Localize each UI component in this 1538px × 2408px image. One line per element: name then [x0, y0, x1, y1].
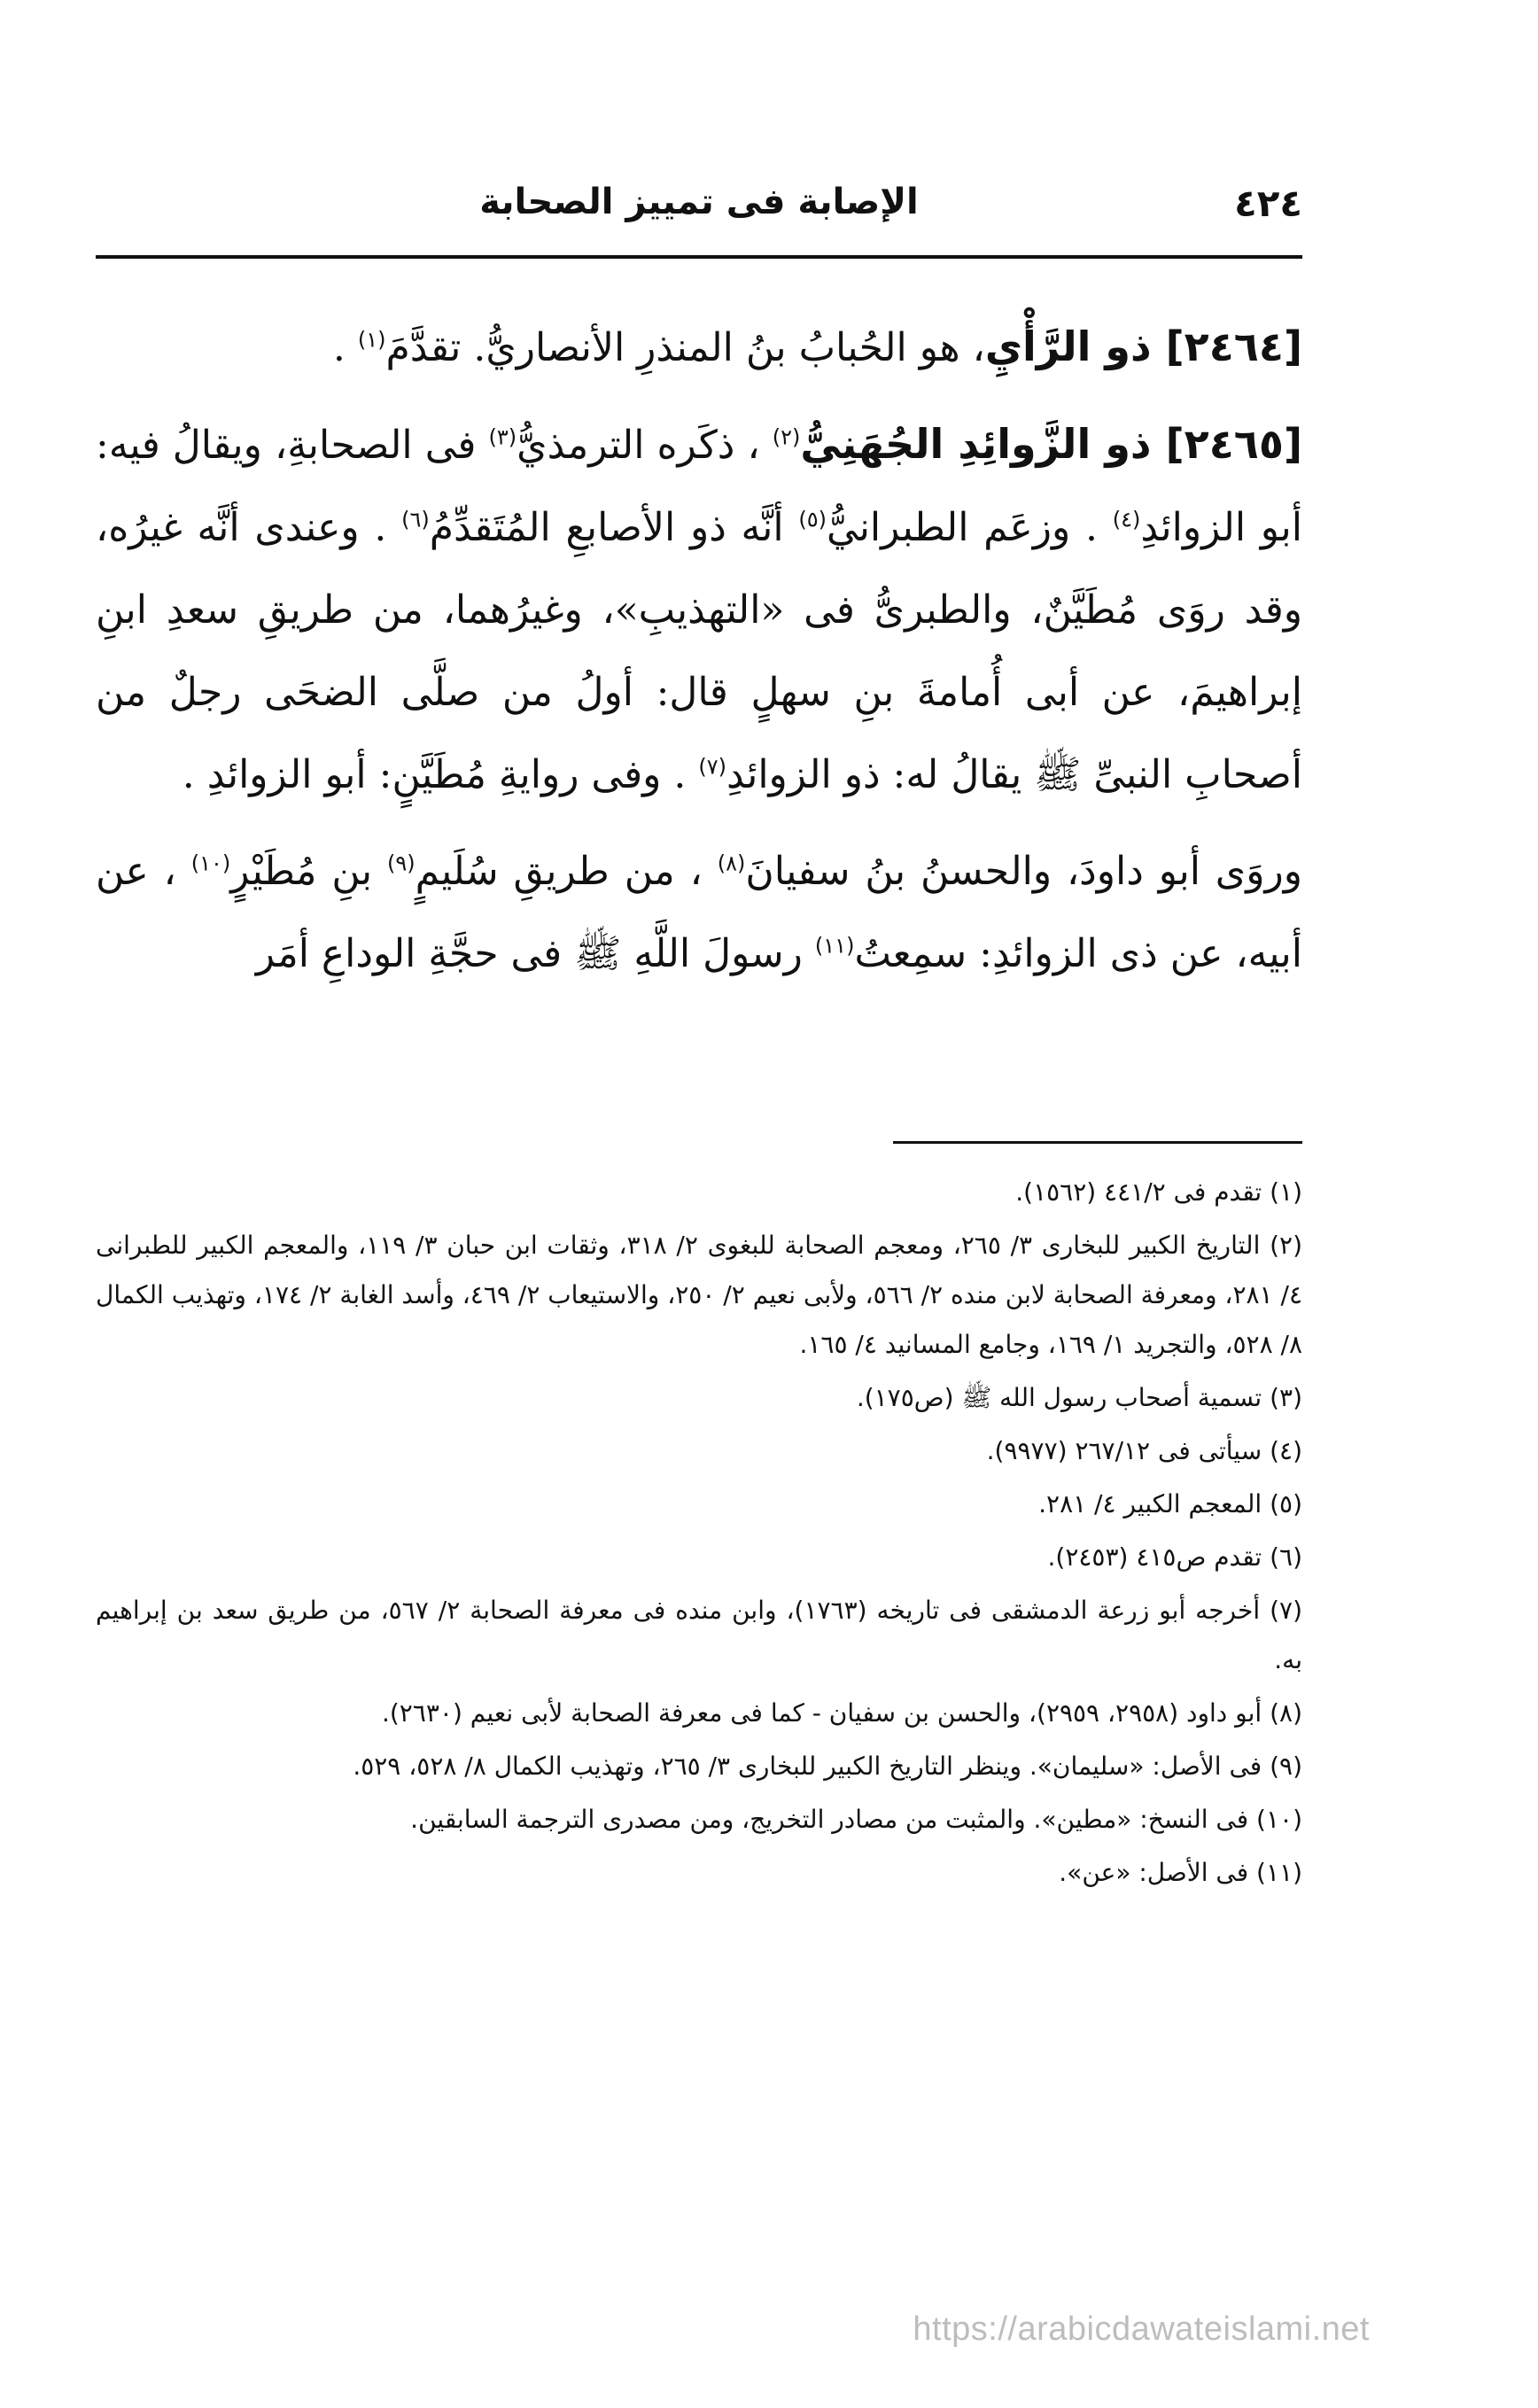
footnote-ref: (١) [357, 327, 386, 353]
watermark-url: https://arabicdawateislami.net [913, 2311, 1370, 2348]
page-number: ٤٢٤ [1234, 182, 1302, 225]
entry-2465-continued [96, 830, 1302, 995]
footnote-ref: (٤) [1112, 507, 1141, 532]
footnote-ref: (١١) [814, 933, 855, 959]
page-header [96, 182, 1302, 235]
header-rule [96, 255, 1302, 259]
entry-text: بنِ مُطَيْرٍ [230, 849, 388, 894]
footnote-2: (٢) التاريخ الكبير للبخارى ٣/ ٢٦٥، ومعجم الصحابة للبغوى ٢/ ٣١٨، وثقات ابن حبان ٣/ ١١٩، والمعجم الكبير للطبرانى ٤/ ٢٨١، ومعرفة الصحابة لابن منده ٢/ ٥٦٦، ولأبى نعيم ٢/ ٢٥٠، والاستيعاب ٢/ ٤٦٩، وأسد الغابة ٢/ ١٧٤، وتهذيب الكمال ٨/ ٥٢٨، والتجريد ١/ ١٦٩، وجامع المسانيد ٤/ ١٦٥. [96, 1231, 1302, 1359]
entry-text: . وزعَم الطبرانيُّ [827, 505, 1113, 550]
footnote-4: (٤) سيأتى فى ٢٦٧/١٢ (٩٩٧٧). [986, 1436, 1302, 1465]
footnote-ref: (١٠) [190, 851, 231, 876]
entry-text: ، من طريقِ سُلَيمٍ [415, 849, 718, 894]
footnote-7: (٧) أخرجه أبو زرعة الدمشقى فى تاريخه (١٧٦٣)، وابن منده فى معرفة الصحابة ٢/ ٥٦٧، من طريق سعد بن إبراهيم به. [96, 1596, 1303, 1674]
main-text [96, 306, 1302, 1009]
running-title: الإصابة فى تمييز الصحابة [479, 182, 919, 222]
footnote-11: (١١) فى الأصل: «عن». [1059, 1858, 1302, 1887]
footnote-ref: (٣) [488, 424, 517, 450]
footnote-ref: (٨) [717, 851, 746, 876]
footnote-10: (١٠) فى النسخ: «مطين». والمثبت من مصادر التخريج، ومن مصدرى الترجمة السابقين. [410, 1805, 1302, 1834]
footnotes [96, 1168, 1302, 1901]
footnote-6: (٦) تقدم ص٤١٥ (٢٤٥٣). [1047, 1542, 1302, 1572]
footnote-ref: (٧) [698, 754, 726, 780]
entry-text: فى الصحابةِ، ويقالُ فيه: أبو الزوائدِ [96, 423, 1302, 550]
entry-text: ، هو الحُبابُ بنُ المنذرِ الأنصاريُّ. تقدَّمَ [385, 325, 985, 370]
entry-text: . [332, 325, 358, 370]
footnote-ref: (٥) [798, 507, 827, 532]
entry-2464 [96, 306, 1302, 389]
entry-text: رسولَ اللَّهِ ﷺ فى حجَّةِ الوداعِ أمَر [255, 931, 815, 976]
entry-title: ذو الزَّوائِدِ الجُهَنِيُّ [800, 420, 1166, 468]
entry-text: ، ذكَره الترمذيُّ [517, 423, 773, 468]
footnote-1: (١) تقدم فى ٤٤١/٢ (١٥٦٢). [1015, 1177, 1302, 1207]
entry-text: ، عن أبيه، عن ذى الزوائدِ: سمِعتُ [96, 849, 1302, 976]
entry-title: ذو الرَّأْيِ [984, 322, 1166, 370]
entry-number: [٢٤٦٤] [1165, 322, 1302, 370]
footnote-8: (٨) أبو داود (٢٩٥٨، ٢٩٥٩)، والحسن بن سفيان - كما فى معرفة الصحابة لأبى نعيم (٢٦٣٠). [381, 1698, 1302, 1728]
footnote-ref: (٩) [387, 851, 416, 876]
footnote-3: (٣) تسمية أصحاب رسول الله ﷺ (ص١٧٥). [856, 1383, 1302, 1412]
footnote-separator [893, 1141, 1302, 1144]
entry-text: وروَى أبو داودَ، والحسنُ بنُ سفيانَ [745, 849, 1302, 894]
entry-2465 [96, 403, 1302, 816]
footnote-ref: (٦) [401, 507, 430, 532]
footnote-9: (٩) فى الأصل: «سليمان». وينظر التاريخ الكبير للبخارى ٣/ ٢٦٥، وتهذيب الكمال ٨/ ٥٢٨، ٥٢٩. [353, 1752, 1302, 1781]
entry-number: [٢٤٦٥] [1165, 420, 1302, 468]
footnote-5: (٥) المعجم الكبير ٤/ ٢٨١. [1038, 1489, 1302, 1519]
footnote-ref: (٢) [772, 424, 801, 450]
entry-text: . وعندى أنَّه غيرُه، وقد روَى مُطَيَّنٌ، والطبرىُّ فى «التهذيبِ»، وغيرُهما، من طريقِ سعدِ ابنِ إبراهيمَ، عن أبى أُمامةَ بنِ سهلٍ قال: أولُ من صلَّى الضحَى رجلٌ من أصحابِ النبىِّ ﷺ يقالُ له: ذو الزوائدِ [96, 505, 1302, 797]
entry-text: . وفى روايةِ مُطَيَّنٍ: أبو الزوائدِ . [182, 752, 699, 797]
entry-text: أنَّه ذو الأصابعِ المُتَقدِّمُ [429, 505, 799, 550]
